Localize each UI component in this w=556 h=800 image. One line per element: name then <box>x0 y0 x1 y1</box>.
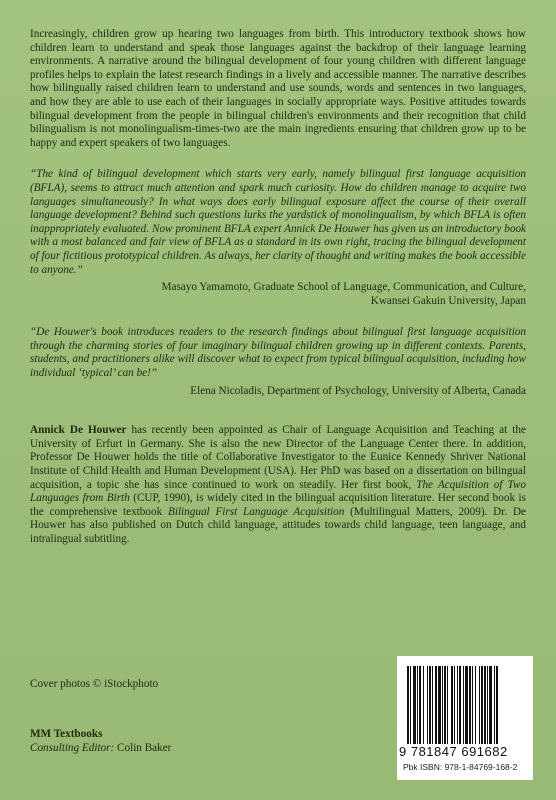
barcode-box <box>397 656 533 780</box>
endorsement-1-attribution-line2: Kwansei Gakuin University, Japan <box>370 294 526 307</box>
author-name: Annick De Houwer <box>30 424 127 437</box>
series-editor <box>30 741 171 755</box>
author-bio-part3: (Multilingual Matters, 2009). Dr. De Houwer has also published on Dutch child language, attitudes towards child language, teen language, and intralingual subtitling. <box>30 505 526 545</box>
endorsement-1 <box>30 168 526 308</box>
barcode-icon <box>407 666 525 744</box>
endorsement-2 <box>30 326 526 398</box>
series-title: MM Textbooks <box>30 728 103 740</box>
cover-photo-credit: Cover photos © iStockphoto <box>30 678 159 690</box>
endorsement-1-text: “The kind of bilingual development which starts very early, namely bilingual first language acquisition (BFLA), seems to attract much attention and spark much curiosity. How do children manage to acquire two languages simultaneously? In what ways does early bilingual exposure affect the course of their overall language development? Behind such questions lurks the yardstick of monolingualism, by which BFLA is often inappropriately evaluated. Now prominent BFLA expert Annick De Houwer has given us an introductory book with a most balanced and fair view of BFLA as a standard in its own right, tracing the bilingual development of four fictitious prototypical children. As always, her clarity of thought and writing makes the book accessible to anyone.” <box>30 168 526 276</box>
endorsement-2-attribution <box>30 385 526 399</box>
author-book-2: Bilingual First Language Acquisition <box>168 505 345 518</box>
author-book-1: The Acquisition of Two Languages from Birth <box>30 478 526 505</box>
author-bio <box>30 424 526 546</box>
series-editor-role: Consulting Editor: <box>30 742 115 754</box>
back-cover-text <box>30 28 526 547</box>
endorsement-2-attribution-line1: Elena Nicoladis, Department of Psychology, University of Alberta, Canada <box>190 384 526 397</box>
isbn-label: Pbk ISBN: 978-1-84769-168-2 <box>403 762 518 772</box>
series-editor-name: Colin Baker <box>114 742 172 754</box>
barcode-digits: 9 781847 691682 <box>399 744 508 759</box>
endorsement-2-text: “De Houwer's book introduces readers to the research findings about bilingual first language acquisition through the charming stories of four imaginary bilingual children growing up in different contexts. Parents, students, and practitioners alike will discover what to expect from typical bilingual acquisition, including how individual ‘typical’ can be!” <box>30 326 526 380</box>
series-info <box>30 727 171 755</box>
endorsement-1-attribution <box>30 281 526 308</box>
author-bio-part2: (CUP, 1990), is widely cited in the bilingual acquisition literature. Her second book is the comprehensive textbook <box>30 492 526 518</box>
book-description: Increasingly, children grow up hearing two languages from birth. This introductory textbook shows how children learn to understand and speak those languages against the backdrop of their language learning environments. A narrative around the bilingual development of four young children with different language profiles helps to explain the latest research findings in a lively and accessible manner. The narrative describes how bilingually raised children learn to understand and use sounds, words and sentences in two languages, and how they are able to use each of their languages in socially appropriate ways. Positive attitudes towards bilingual development from the people in bilingual children's environments and their recognition that child bilingualism is not monolingualism-times-two are the main ingredients ensuring that children grow up to be happy and expert speakers of two languages. <box>30 28 526 149</box>
endorsement-1-attribution-line1: Masayo Yamamoto, Graduate School of Language, Communication, and Culture, <box>161 281 526 294</box>
author-bio-part1: has recently been appointed as Chair of Language Acquisition and Teaching at the University of Erfurt in Germany. She is also the new Director of the Language Center there. In addition, Professor De Houwer holds the title of Collaborative Investigator to the Eunice Kennedy Shriver National Institute of Child Health and Human Development (USA). Her PhD was based on a dissertation on bilingual acquisition, a topic she has since continued to work on steadily. Her first book, <box>30 424 526 491</box>
